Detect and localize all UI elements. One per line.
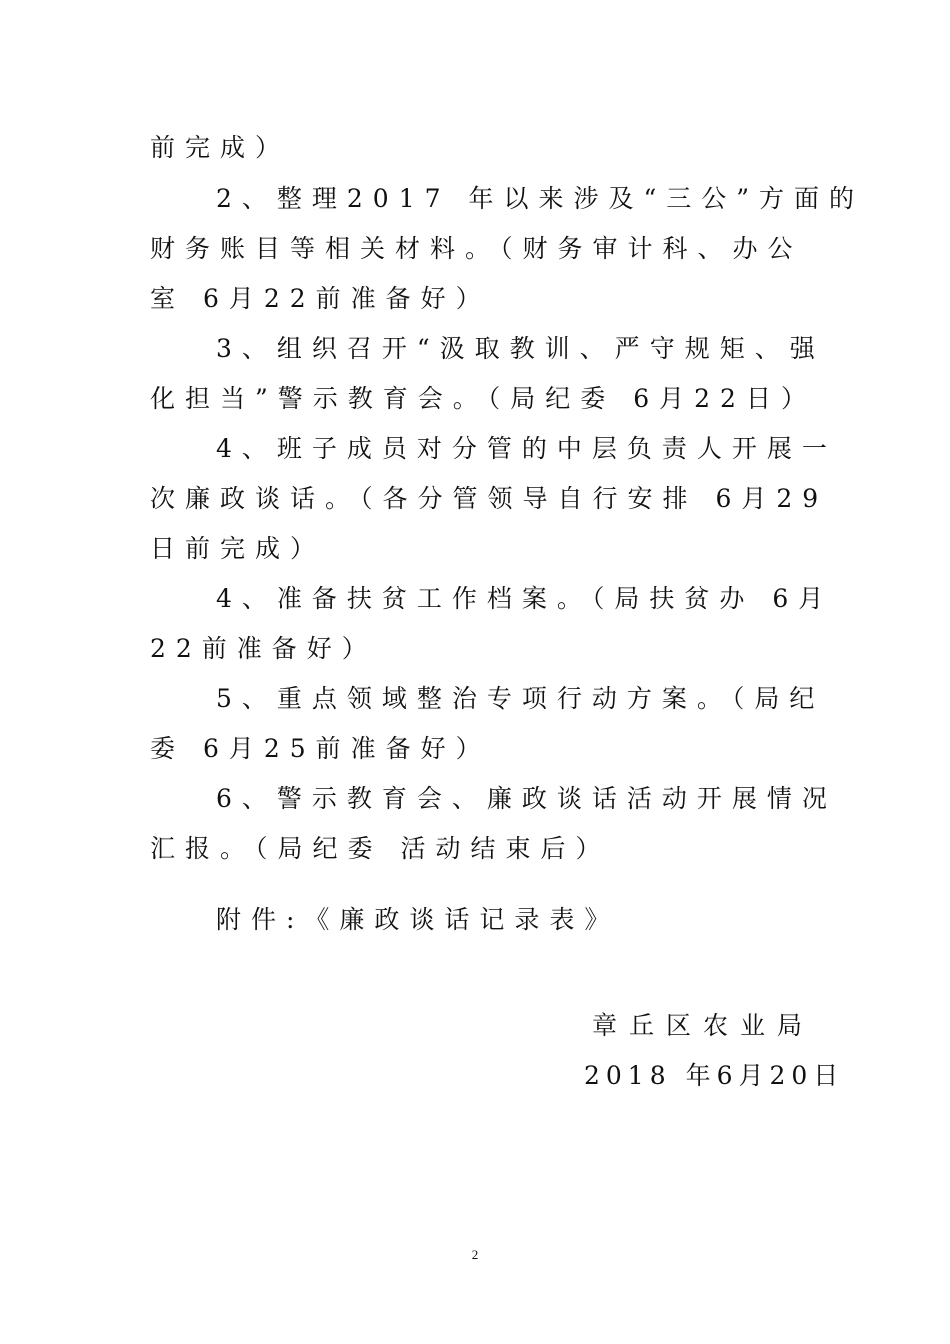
page-number: 2 [471,1247,479,1262]
attachment-line: 附件:《廉政谈话记录表》 [216,905,620,934]
body-line: 前完成） [150,133,291,162]
signature-org: 章丘区农业局 [592,1011,815,1040]
list-item-2: 2、整理2017 年以来涉及“三公”方面的 [216,184,865,213]
list-item-6: 6、警示教育会、廉政谈话活动开展情况 [216,784,837,813]
list-item-4: 4、班子成员对分管的中层负责人开展一 [216,434,837,463]
body-line: 室 6月22前准备好） [150,284,491,313]
body-line: 次廉政谈话。（各分管领导自行安排 6月29 [150,484,829,513]
body-line: 财务账目等相关材料。（财务审计科、办公 [150,234,803,263]
list-item-5: 5、重点领域整治专项行动方案。（局纪 [216,684,825,713]
body-line: 汇报。（局纪委 活动结束后） [150,834,611,863]
list-item-3: 3、组织召开“汲取教训、严守规矩、强 [216,334,825,363]
body-line: 日前完成） [150,534,326,563]
body-line: 化担当”警示教育会。（局纪委 6月22日） [150,384,816,413]
body-line: 22前准备好） [150,634,377,663]
signature-date: 2018 年6月20日 [584,1061,845,1090]
list-item-4b: 4、准备扶贫工作档案。（局扶贫办 6月 [216,584,834,613]
body-line: 委 6月25前准备好） [150,734,491,763]
